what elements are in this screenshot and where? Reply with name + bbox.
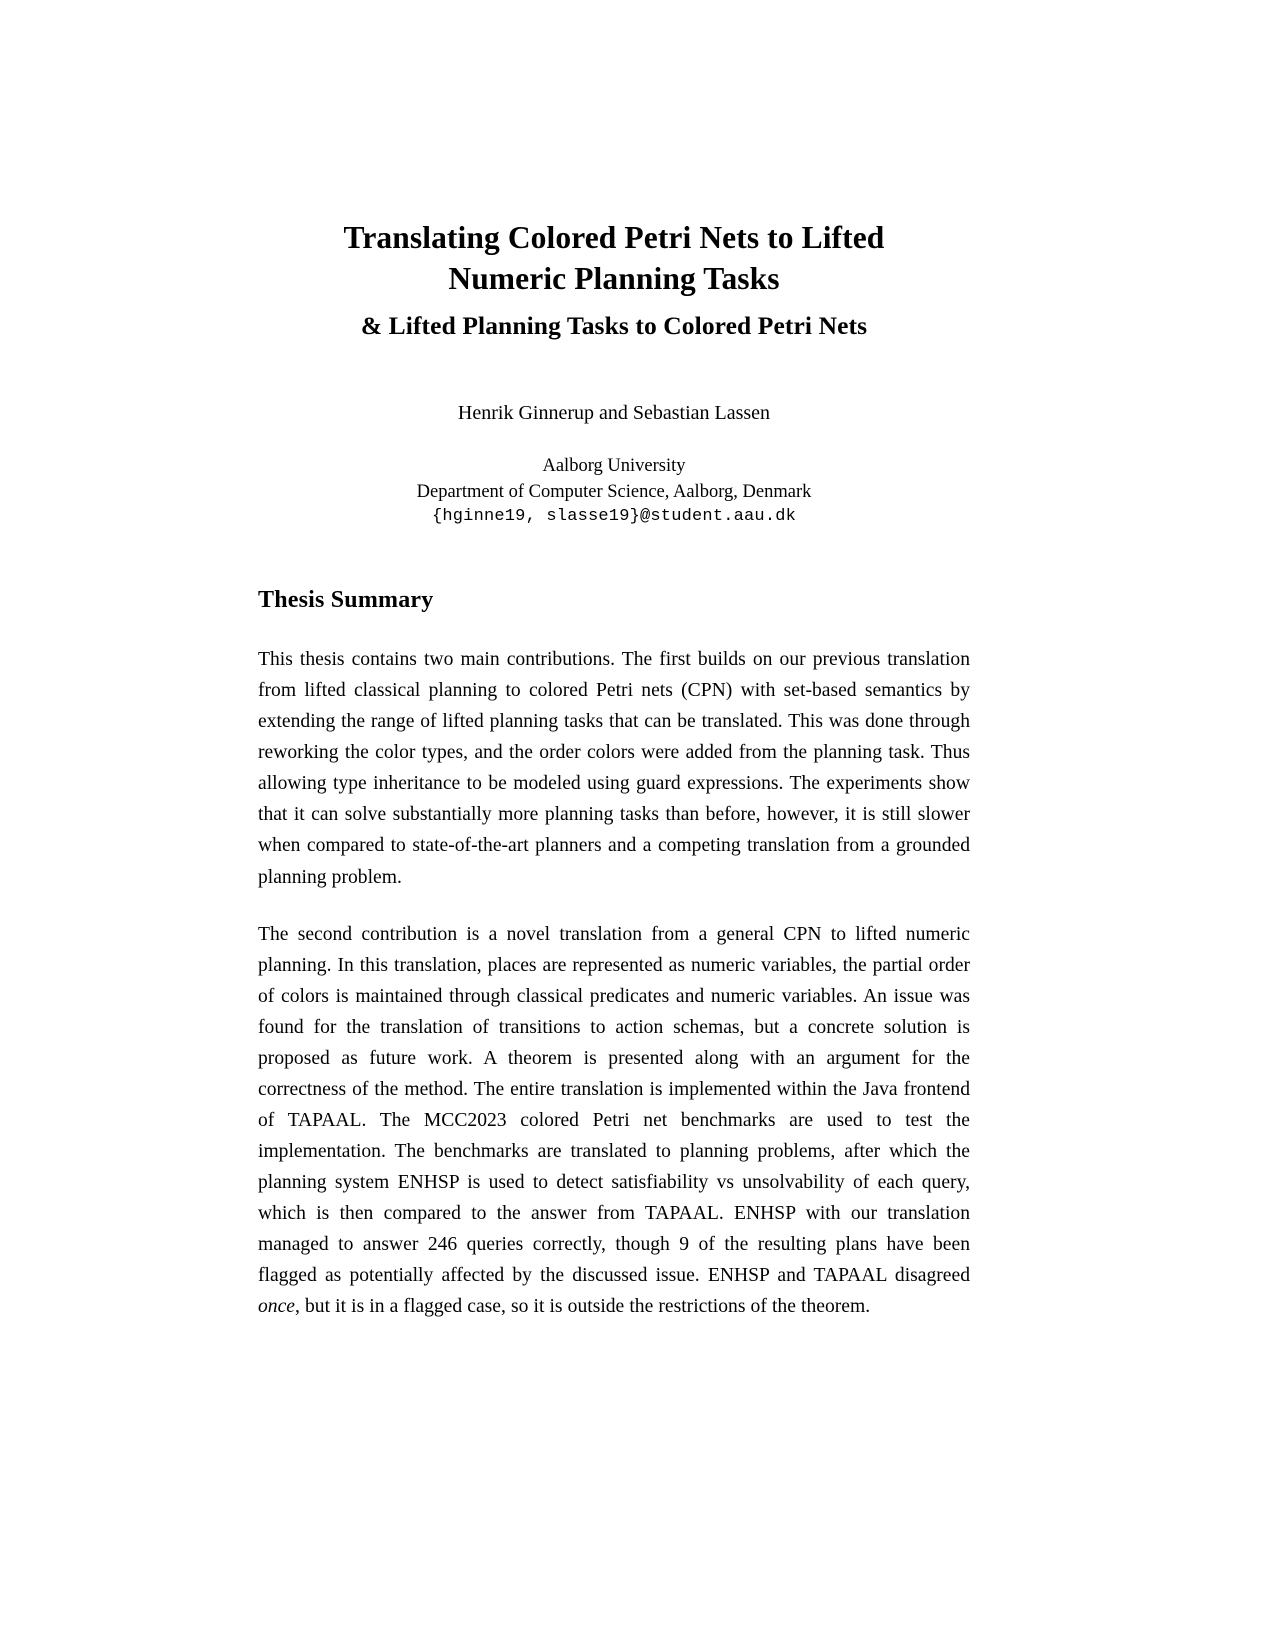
author-email: {hginne19, slasse19}@student.aau.dk [431, 507, 797, 527]
affiliation-university: Aalborg University [542, 455, 686, 476]
document-title-line-2: Numeric Planning Tasks [448, 260, 780, 296]
paragraph-second-text-before-emphasis: The second contribution is a novel translation from a general CPN to lifted numeric planning. In this translation, places are represented as numeric variables, the partial order of colors is maintained through classical predicates and numeric variables. An issue was found for the translation of transitions to action schemas, but a concrete solution is proposed as future work. A theorem is presented along with an argument for the correctness of the method. The entire translation is implemented within the Java frontend of TAPAAL. The MCC2023 colored Petri net benchmarks are used to test the implementation. The benchmarks are translated to planning problems, after which the planning system ENHSP is used to detect satisfiability vs unsolvability of each query, which is then compared to the answer from TAPAAL. ENHSP with our translation managed to answer 246 queries correctly, though 9 of the resulting plans have been flagged as potentially affected by the discussed issue. ENHSP and TAPAAL disagreed [258, 923, 970, 1287]
paragraph-first-contribution: This thesis contains two main contributions. The first builds on our previous translation from lifted classical planning to colored Petri nets (CPN) with set-based semantics by extending the range of lifted planning tasks that can be translated. This was done through reworking the color types, and the order colors were added from the planning task. Thus allowing type inheritance to be modeled using guard expressions. The experiments show that it can solve substantially more planning tasks than before, however, it is still slower when compared to state-of-the-art planners and a competing translation from a grounded planning problem. [258, 649, 970, 888]
document-subtitle: & Lifted Planning Tasks to Colored Petri Nets [360, 310, 868, 340]
page-content [258, 0, 970, 1342]
title-block [258, 0, 970, 529]
document-title-line-1: Translating Colored Petri Nets to Lifted [343, 220, 885, 255]
section-heading-thesis-summary: Thesis Summary [258, 587, 434, 614]
author-list: Henrik Ginnerup and Sebastian Lassen [457, 401, 771, 424]
affiliation-block [258, 453, 970, 530]
paragraph-second-text-after-emphasis: , but it is in a flagged case, so it is outside the restrictions of the theorem. [295, 1296, 871, 1318]
paragraph-second-contribution [258, 919, 970, 1323]
emphasis-once: once [258, 1296, 295, 1318]
affiliation-department: Department of Computer Science, Aalborg, Denmark [416, 481, 812, 502]
document-title [314, 218, 914, 300]
